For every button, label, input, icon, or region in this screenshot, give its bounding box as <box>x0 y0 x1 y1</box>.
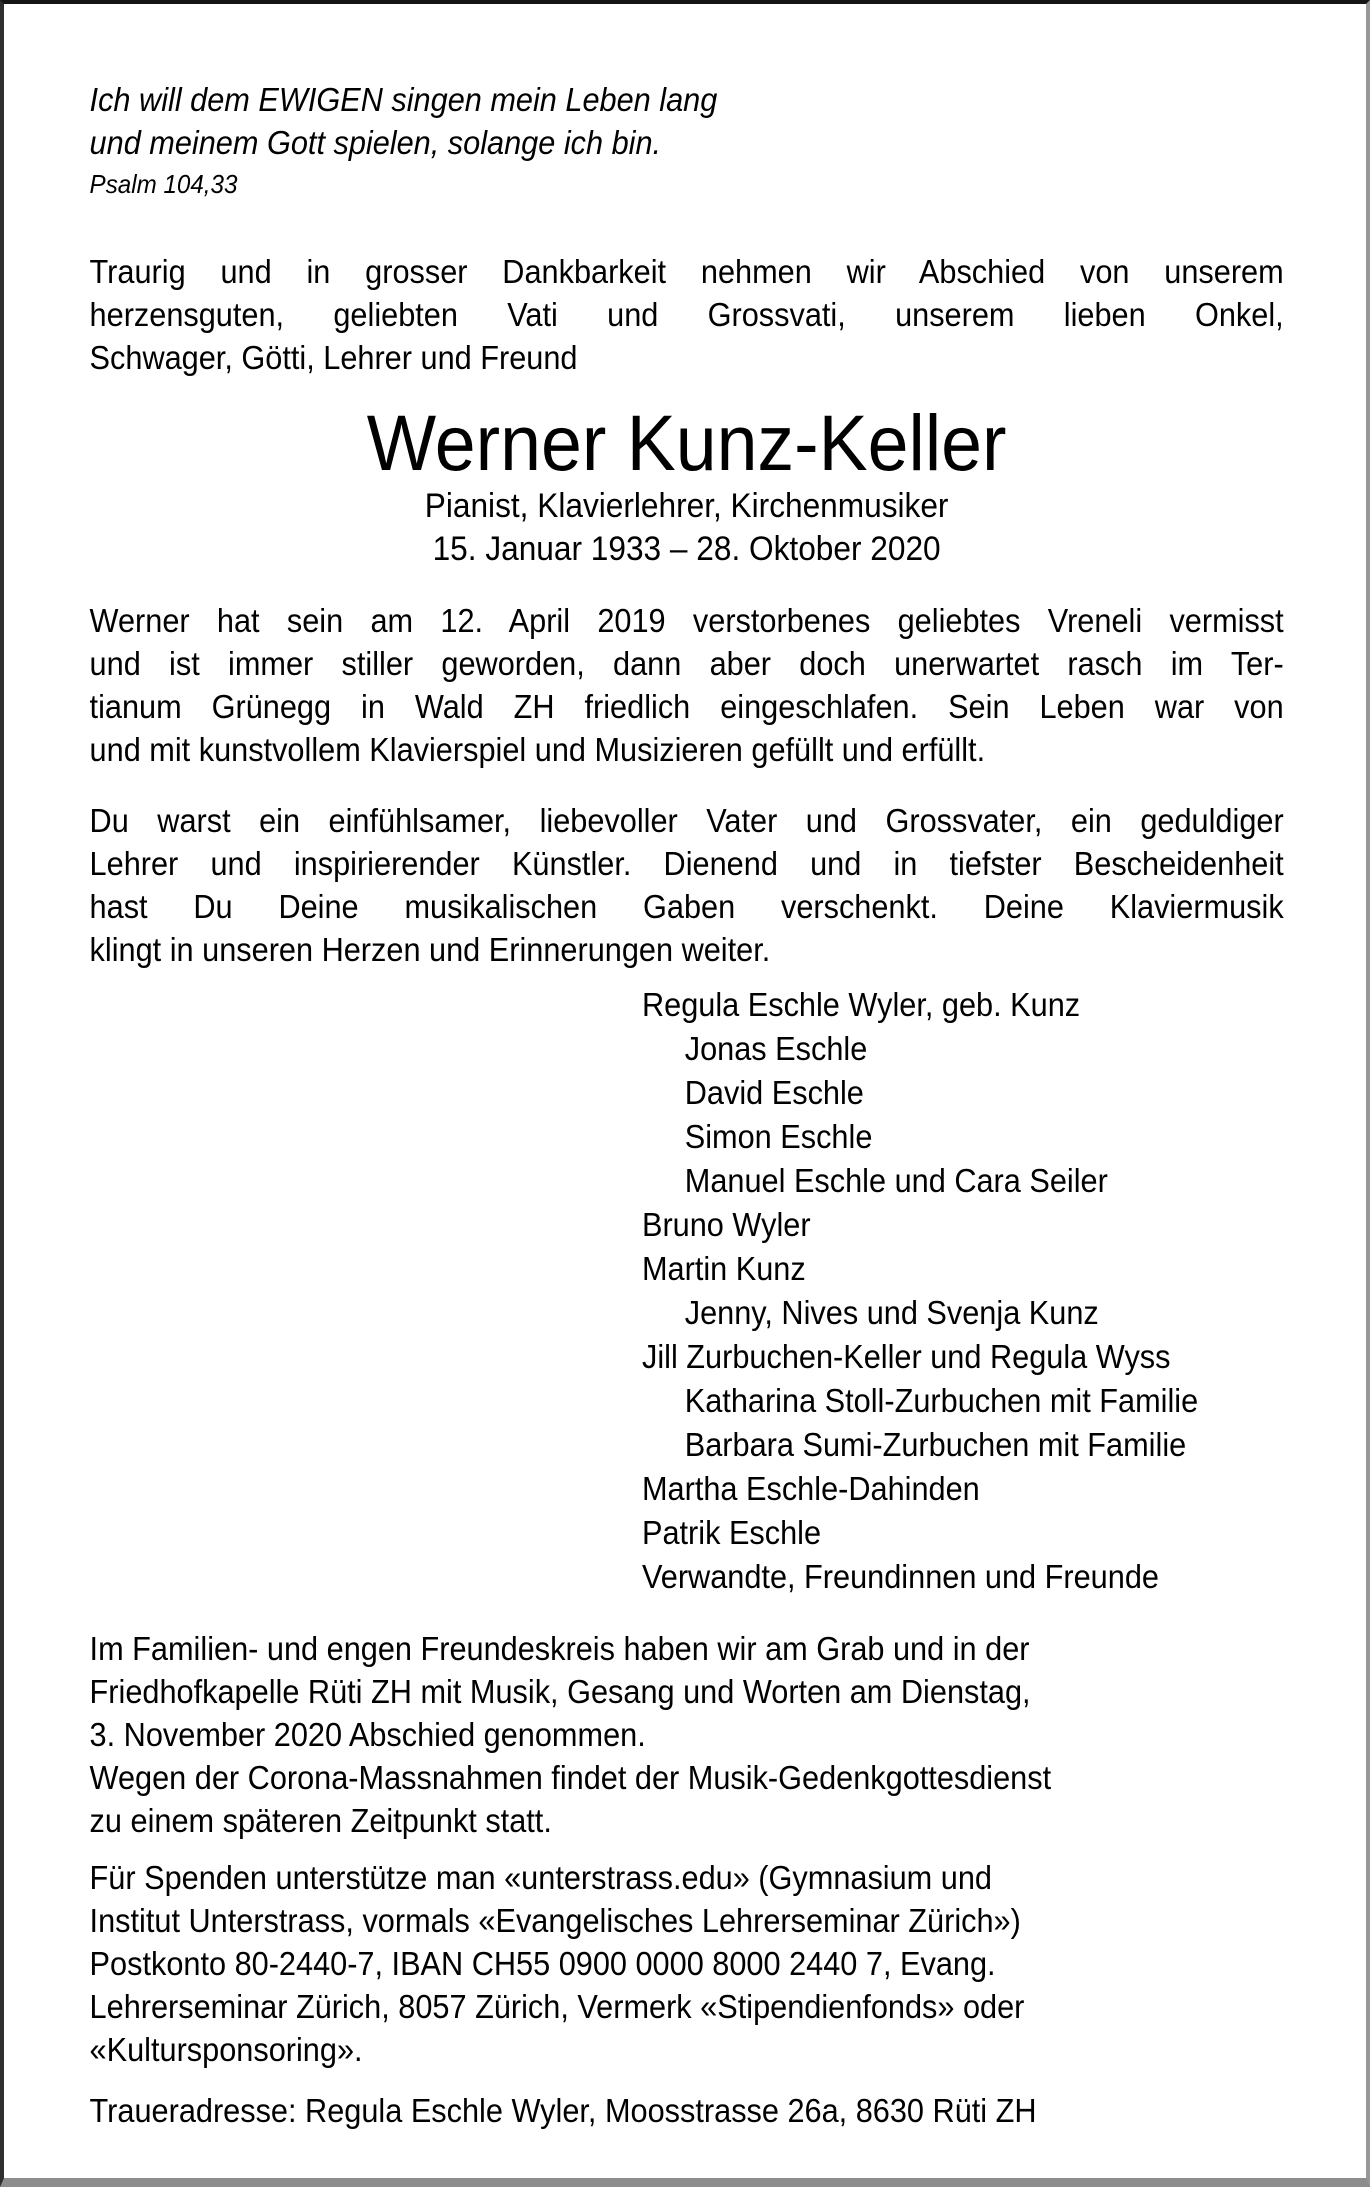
mourning-address: Traueradresse: Regula Eschle Wyler, Moosstrasse 26a, 8630 Rüti ZH <box>89 2092 1037 2129</box>
mourner-line: Jonas Eschle <box>684 1030 868 1067</box>
mourner-line: Verwandte, Freundinnen und Freunde <box>641 1558 1159 1595</box>
funeral-line: Im Familien- und engen Freundeskreis haben wir am Grab und in der <box>89 1630 1030 1667</box>
scripture-quote <box>90 78 1284 204</box>
mourner-line: Martin Kunz <box>641 1250 806 1287</box>
obituary-paragraph-2 <box>90 799 1284 971</box>
paragraph-line: hast Du Deine musikalischen Gaben verschenkt. Deine Klaviermusik <box>89 888 1284 925</box>
quote-line-2: und meinem Gott spielen, solange ich bin. <box>89 124 662 161</box>
intro-paragraph <box>90 250 1284 379</box>
mourner-line: Simon Eschle <box>684 1118 873 1155</box>
mourner-line: Bruno Wyler <box>641 1206 811 1243</box>
intro-line: herzensguten, geliebten Vati und Grossvati, unserem lieben Onkel, <box>89 296 1284 333</box>
deceased-name: Werner Kunz-Keller <box>366 398 1007 487</box>
mourner-line: David Eschle <box>684 1074 864 1111</box>
quote-line-1: Ich will dem EWIGEN singen mein Leben lang <box>89 81 718 118</box>
intro-line: Schwager, Götti, Lehrer und Freund <box>89 339 578 376</box>
paragraph-line: und mit kunstvollem Klavierspiel und Musizieren gefüllt und erfüllt. <box>89 731 986 768</box>
mourner-line: Regula Eschle Wyler, geb. Kunz <box>641 986 1081 1023</box>
mourner-line: Barbara Sumi-Zurbuchen mit Familie <box>684 1426 1187 1463</box>
paragraph-line: und ist immer stiller geworden, dann aber doch unerwartet rasch im Ter- <box>89 645 1284 682</box>
paragraph-line: klingt in unseren Herzen und Erinnerungen weiter. <box>89 931 771 968</box>
mourner-line: Jenny, Nives und Svenja Kunz <box>684 1294 1099 1331</box>
funeral-line: Friedhofkapelle Rüti ZH mit Musik, Gesang und Worten am Dienstag, <box>89 1673 1031 1710</box>
mourner-line: Katharina Stoll-Zurbuchen mit Familie <box>684 1382 1199 1419</box>
deceased-roles: Pianist, Klavierlehrer, Kirchenmusiker <box>424 487 949 525</box>
donation-line: Postkonto 80-2440-7, IBAN CH55 0900 0000 8000 2440 7, Evang. <box>89 1945 996 1982</box>
mourner-line: Martha Eschle-Dahinden <box>641 1470 980 1507</box>
mourner-line: Patrik Eschle <box>641 1514 822 1551</box>
mourners-list <box>642 983 1284 1599</box>
deceased-life-dates: 15. Januar 1933 – 28. Oktober 2020 <box>432 530 941 568</box>
donation-line: «Kultursponsoring». <box>89 2031 363 2068</box>
paragraph-line: tianum Grünegg in Wald ZH friedlich eingeschlafen. Sein Leben war von <box>89 688 1284 725</box>
paragraph-line: Werner hat sein am 12. April 2019 verstorbenes geliebtes Vreneli vermisst <box>89 602 1284 639</box>
donation-line: Für Spenden unterstütze man «unterstrass.edu» (Gymnasium und <box>89 1859 992 1896</box>
mourner-line: Manuel Eschle und Cara Seiler <box>684 1162 1108 1199</box>
funeral-line: Wegen der Corona-Massnahmen findet der Musik-Gedenkgottesdienst <box>89 1759 1052 1796</box>
funeral-line: 3. November 2020 Abschied genommen. <box>89 1716 646 1753</box>
donation-line: Institut Unterstrass, vormals «Evangelisches Lehrerseminar Zürich») <box>89 1902 1021 1939</box>
donation-info-paragraph <box>90 1856 1284 2071</box>
obituary-paragraph-1 <box>90 599 1284 771</box>
funeral-line: zu einem späteren Zeitpunkt statt. <box>89 1802 552 1839</box>
mourner-line: Jill Zurbuchen-Keller und Regula Wyss <box>641 1338 1171 1375</box>
paragraph-line: Lehrer und inspirierender Künstler. Dienend und in tiefster Bescheidenheit <box>89 845 1284 882</box>
paragraph-line: Du warst ein einfühlsamer, liebevoller Vater und Grossvater, ein geduldiger <box>89 802 1284 839</box>
donation-line: Lehrerseminar Zürich, 8057 Zürich, Vermerk «Stipendienfonds» oder <box>89 1988 1025 2025</box>
obituary-content <box>4 4 1284 2132</box>
funeral-info-paragraph <box>90 1627 1284 1842</box>
quote-reference: Psalm 104,33 <box>89 169 238 199</box>
intro-line: Traurig und in grosser Dankbarkeit nehmen wir Abschied von unserem <box>89 253 1284 290</box>
